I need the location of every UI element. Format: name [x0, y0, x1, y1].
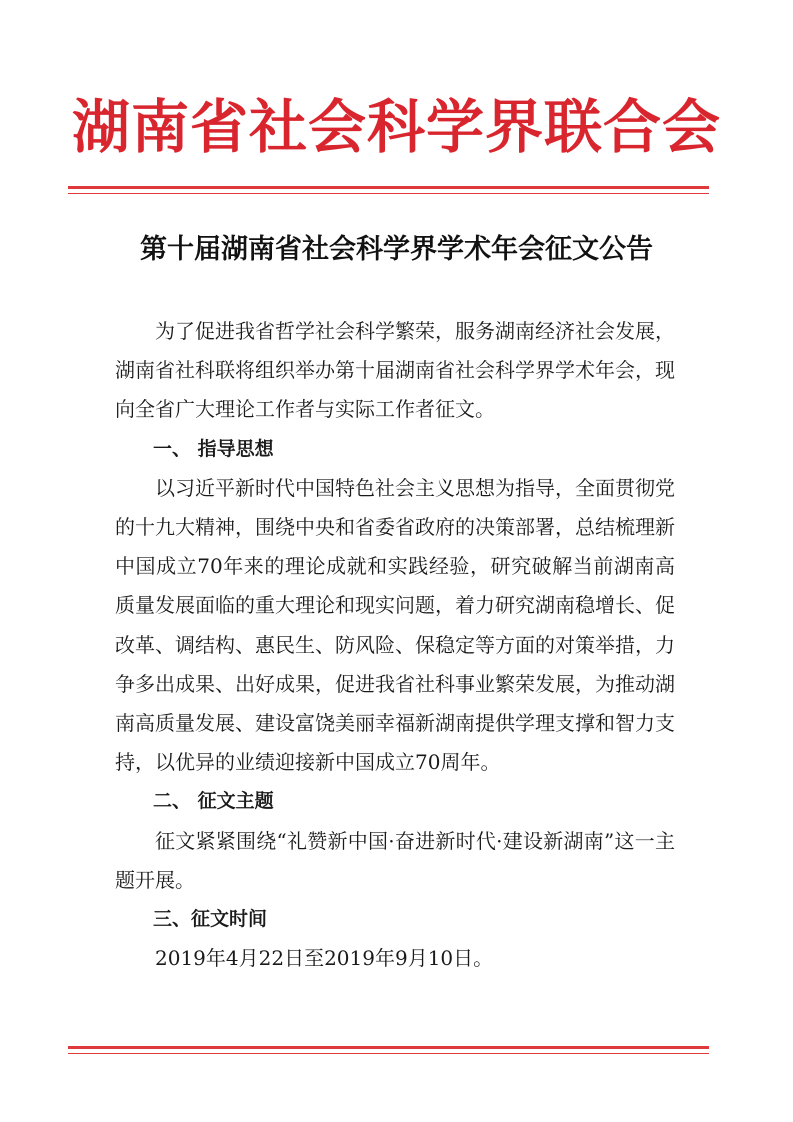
- header-rule-thick: [68, 186, 709, 189]
- org-letterhead-title: 湖南省社会科学界联合会: [71, 93, 721, 161]
- section-heading-theme: 二、 征文主题: [153, 790, 274, 813]
- section-body-time: 2019年4月22日至2019年9月10日。: [155, 946, 494, 971]
- section-heading-guiding-ideology: 一、 指导思想: [153, 437, 274, 460]
- document-title: 第十届湖南省社会科学界学术年会征文公告: [140, 234, 653, 265]
- header-rule-thin: [68, 193, 709, 194]
- intro-paragraph: 为了促进我省哲学社会科学繁荣，服务湖南经济社会发展，湖南省社科联将组织举办第十届湖南省社会科学界学术年会，现向全省广大理论工作者与实际工作者征文。: [115, 319, 675, 422]
- footer-rule-thick: [68, 1046, 709, 1049]
- section-body-theme: 征文紧紧围绕“礼赞新中国·奋进新时代·建设新湖南”这一主题开展。: [115, 828, 675, 892]
- section-body-guiding-ideology: 以习近平新时代中国特色社会主义思想为指导，全面贯彻党的十九大精神，围绕中央和省委省政府的决策部署，总结梳理新中国成立70年来的理论成就和实践经验，研究破解当前湖南高质量发展面临的重大理论和现实问题，着力研究湖南稳增长、促改革、调结构、惠民生、防风险、保稳定等方面的对策举措，力争多出成果、出好成果，促进我省社科事业繁荣发展，为推动湖南高质量发展、建设富饶美丽幸福新湖南提供学理支撑和智力支持，以优异的业绩迎接新中国成立70周年。: [115, 475, 675, 775]
- document-body: [115, 312, 675, 978]
- section-heading-time: 三、征文时间: [153, 908, 268, 931]
- footer-rule-thin: [68, 1053, 709, 1054]
